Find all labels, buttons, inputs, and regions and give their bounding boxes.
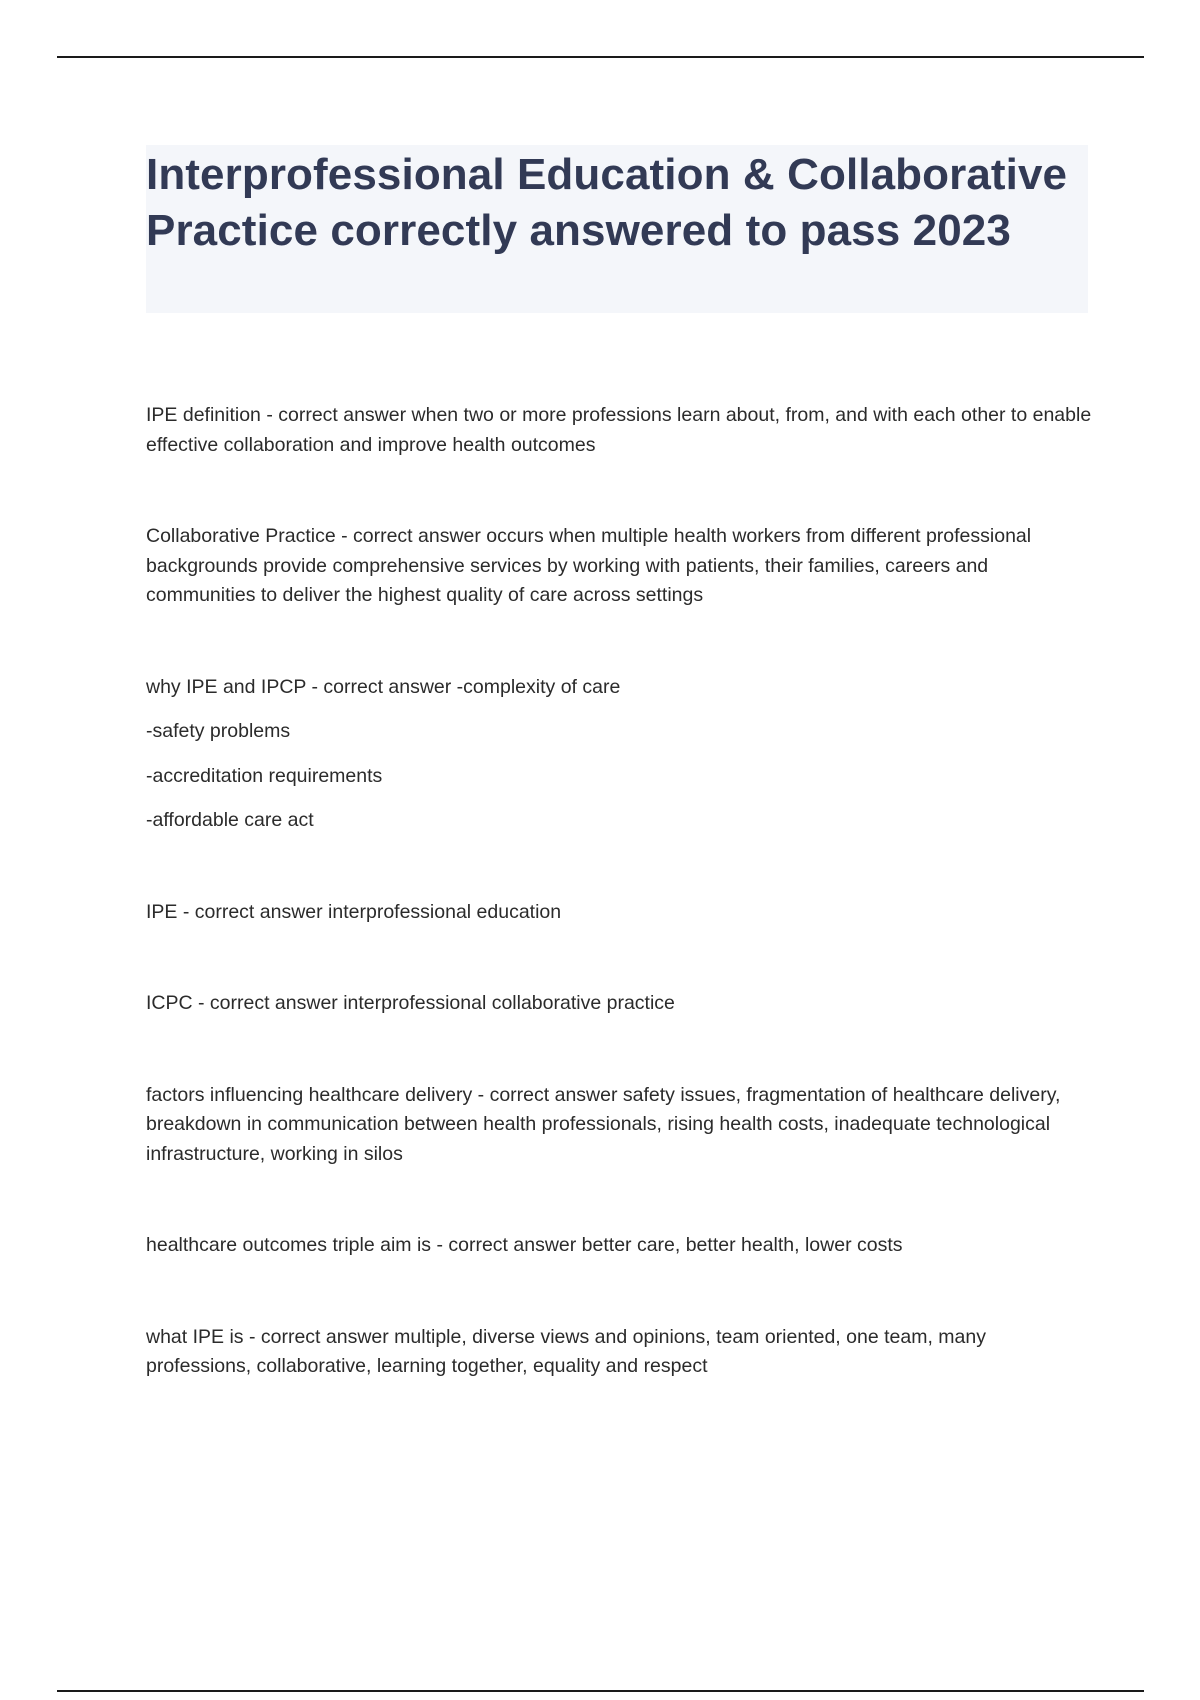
bottom-divider [57,1690,1144,1692]
qa-text: ICPC - correct answer interprofessional collaborative practice [146,992,675,1014]
qa-item-icpc [146,989,1096,1019]
qa-item-collaborative-practice [146,522,1096,611]
qa-text: why IPE and IPCP - correct answer -complexity of care [146,675,621,698]
qa-text: what IPE is - correct answer multiple, diverse views and opinions, team oriented, one team, many professions, collaborative, learning together, equality and respect [146,1325,986,1377]
qa-bullet: -accreditation requirements [146,764,383,787]
qa-item-ipe [146,898,1096,928]
qa-text: factors influencing healthcare delivery - correct answer safety issues, fragmentation of healthcare delivery, breakdown in communication between health professionals, rising health costs, inadequate technological infrastructure, working in silos [146,1083,1061,1165]
qa-bullet: -safety problems [146,720,291,742]
qa-text: IPE definition - correct answer when two or more professions learn about, from, and with each other to enable effective collaboration and improve health outcomes [146,404,1092,456]
qa-item-what-ipe-is [146,1323,1096,1382]
document-body [146,401,1096,1444]
qa-item-triple-aim [146,1231,1096,1261]
qa-text: IPE - correct answer interprofessional education [146,900,562,923]
page-title: Interprofessional Education & Collaborative Practice correctly answered to pass 2023 [146,150,1068,255]
qa-text: Collaborative Practice - correct answer occurs when multiple health workers from different professional backgrounds provide comprehensive services by working with patients, their families, careers and communities to deliver the highest quality of care across settings [146,525,1032,606]
top-divider [57,56,1144,58]
qa-item-ipe-definition [146,401,1096,460]
title-box [146,145,1088,313]
qa-bullet: -affordable care act [146,809,314,831]
qa-text: healthcare outcomes triple aim is - correct answer better care, better health, lower costs [146,1234,903,1256]
qa-item-why-ipe [146,673,1096,836]
qa-item-factors [146,1081,1096,1170]
